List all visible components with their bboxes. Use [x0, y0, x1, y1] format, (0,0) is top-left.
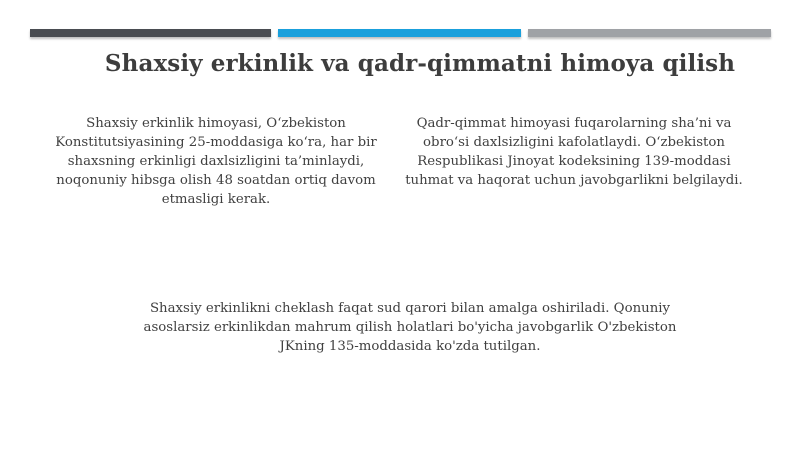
- paragraph-dignity-protection: Qadr-qimmat himoyasi fuqarolarning sha’ni va obro‘si daxlsizligini kafolatlaydi. O‘zbekiston Respublikasi Jinoyat kodeksining 139-moddasi tuhmat va haqorat uchun javobgarlikni belgilaydi.: [405, 116, 743, 188]
- paragraph-liberty-restriction: Shaxsiy erkinlikni cheklash faqat sud qarori bilan amalga oshiriladi. Qonuniy asoslarsiz erkinlikdan mahrum qilish holatlari bo'yicha javobgarlik O'zbekiston JKning 135-moddasida ko'zda tutilgan.: [143, 301, 677, 354]
- header-decoration-bars: [30, 29, 771, 38]
- header-bar-dark: [30, 29, 271, 37]
- paragraph-personal-freedom: Shaxsiy erkinlik himoyasi, O‘zbekiston Konstitutsiyasining 25-moddasiga ko‘ra, har bir shaxsning erkinligi daxlsizligini ta’minlaydi, noqonuniy hibsga olish 48 soatdan ortiq davom etmasligi kerak.: [55, 116, 377, 207]
- slide-title: Shaxsiy erkinlik va qadr-qimmatni himoya qilish: [104, 50, 736, 77]
- header-bar-gray: [528, 29, 771, 37]
- header-bar-blue: [278, 29, 521, 37]
